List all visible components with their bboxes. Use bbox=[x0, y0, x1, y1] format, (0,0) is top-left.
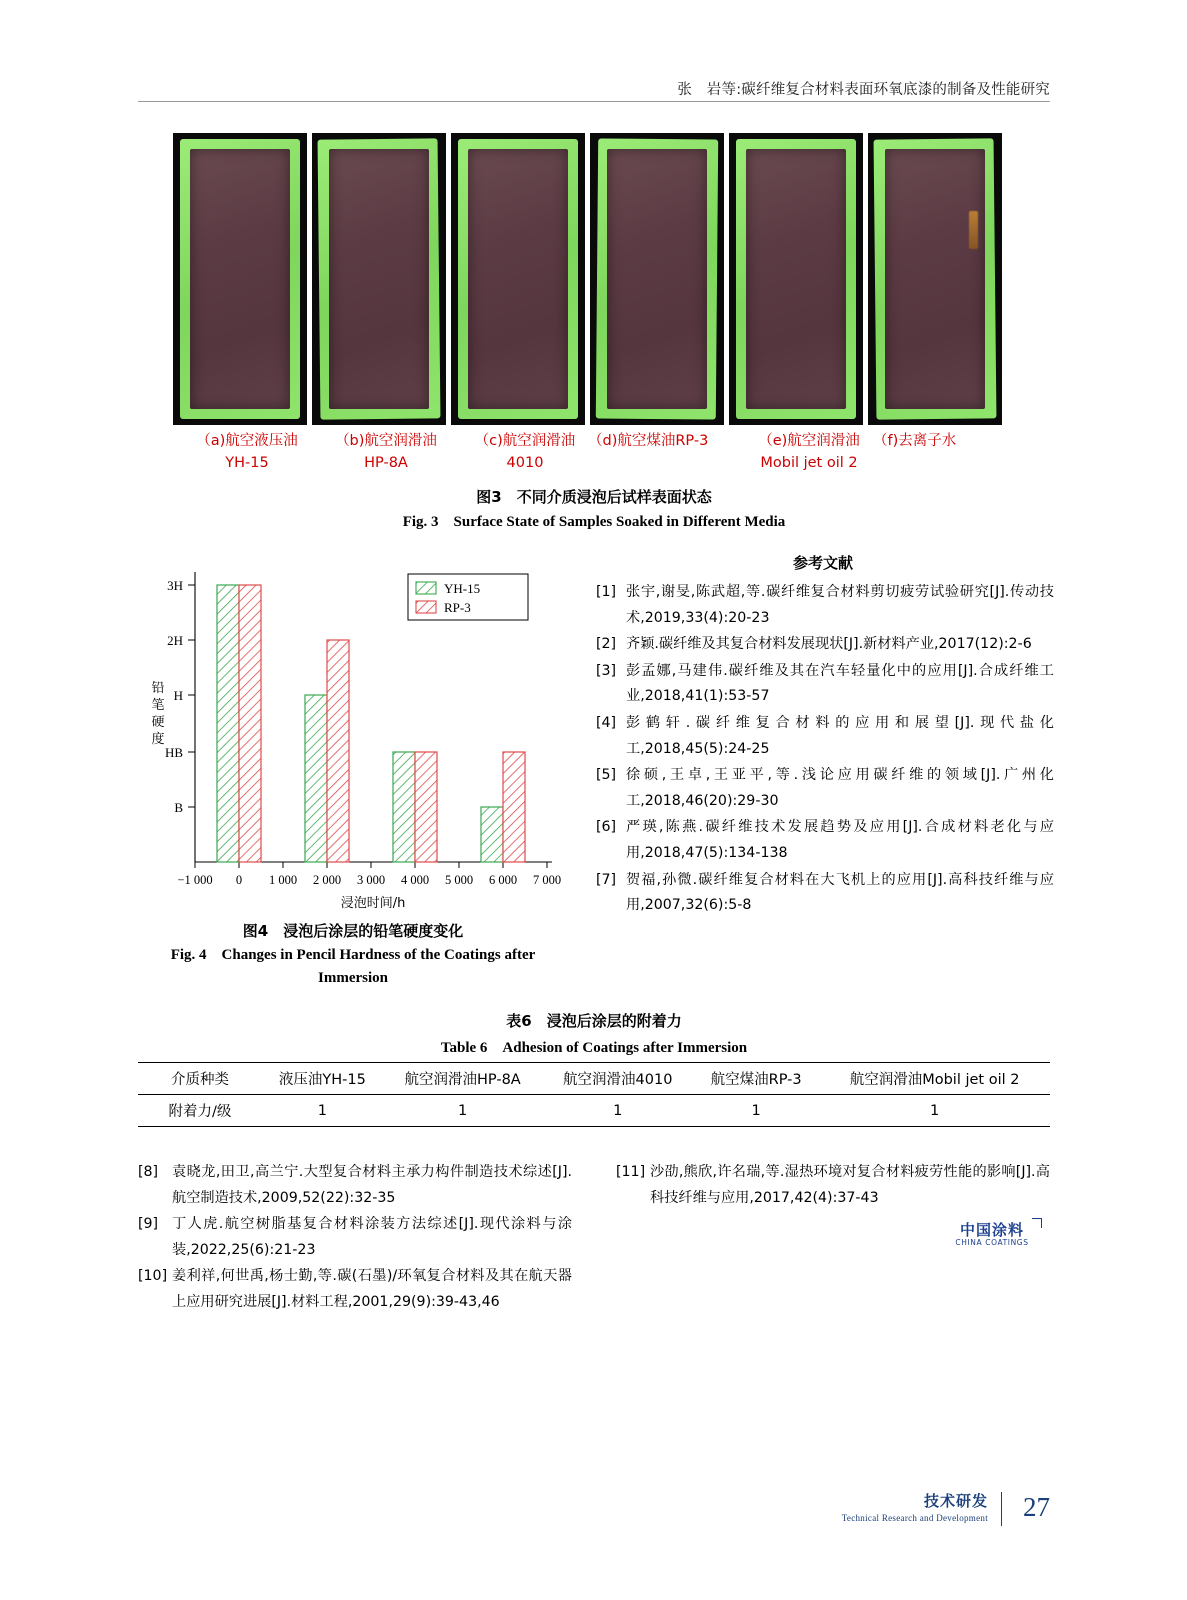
x-tick-5: 4 000 bbox=[400, 873, 430, 887]
table6-cell: 1 bbox=[458, 1102, 468, 1119]
reference-text: 齐颖.碳纤维及其复合材料发展现状[J].新材料产业,2017(12):2-6 bbox=[626, 636, 1032, 653]
reference-number: [6] bbox=[596, 819, 617, 836]
reference-text: 彭鹤轩.碳纤维复合材料的应用和展望[J].现代盐化工,2018,45(5):24-25 bbox=[626, 714, 1054, 757]
reference-number: [4] bbox=[596, 714, 617, 731]
table6-col-header: 介质种类 bbox=[171, 1072, 229, 1088]
reference-text: 徐硕,王卓,王亚平,等.浅论应用碳纤维的领域[J].广州化工,2018,46(20):29-30 bbox=[626, 767, 1054, 809]
reference-text: 贺福,孙微.碳纤维复合材料在大飞机上的应用[J].高科技纤维与应用,2007,32(6):5-8 bbox=[626, 871, 1054, 914]
photo-caption-e-line2: Mobil jet oil 2 bbox=[760, 455, 858, 471]
china-coatings-logo bbox=[944, 1222, 1040, 1248]
references-bottom-left bbox=[138, 1160, 572, 1317]
figure3-photo-row bbox=[173, 133, 1015, 425]
reference-text: 沙劭,熊欣,许名瑞,等.湿热环境对复合材料疲劳性能的影响[J].高科技纤维与应用,2017,42(4):37-43 bbox=[650, 1164, 1050, 1206]
reference-text: 彭孟娜,马建伟.碳纤维及其在汽车轻量化中的应用[J].合成纤维工业,2018,41(1):53-57 bbox=[626, 662, 1054, 705]
table6-title-en: Table 6 Adhesion of Coatings after Immersion bbox=[440, 1040, 748, 1056]
figure4-title-cn: 图4 浸泡后涂层的铅笔硬度变化 bbox=[242, 922, 464, 940]
reference-number: [11] bbox=[616, 1164, 646, 1180]
table6-col-header: 航空润滑油HP-8A bbox=[404, 1072, 521, 1088]
photo-caption-d-line1: （d)航空煤油RP-3 bbox=[588, 433, 709, 449]
bar-yh15-0 bbox=[217, 585, 239, 862]
x-tick-4: 3 000 bbox=[356, 873, 386, 887]
x-tick-0: −1 000 bbox=[177, 873, 213, 887]
photo-caption-a-line2: YH-15 bbox=[225, 455, 269, 471]
x-axis-label: 浸泡时间/h bbox=[340, 896, 406, 911]
reference-text: 张宇,谢旻,陈武超,等.碳纤维复合材料剪切疲劳试验研究[J].传动技术,2019,33(4):20-23 bbox=[626, 584, 1054, 626]
y-axis-label bbox=[151, 681, 164, 747]
x-tick-3: 2 000 bbox=[312, 873, 342, 887]
table6-col-header: 航空煤油RP-3 bbox=[710, 1072, 802, 1088]
table6 bbox=[138, 1062, 1050, 1127]
sample-photo-b bbox=[312, 133, 446, 425]
reference-item bbox=[596, 711, 1054, 762]
reference-number: [3] bbox=[596, 662, 617, 679]
reference-item bbox=[596, 763, 1054, 814]
reference-item bbox=[596, 659, 1054, 710]
figure3-captions bbox=[173, 430, 1015, 480]
reference-item bbox=[138, 1264, 572, 1315]
table6-col-header: 航空润滑油4010 bbox=[563, 1072, 673, 1088]
sample-photo-e bbox=[729, 133, 863, 425]
references-list bbox=[596, 580, 1054, 920]
table6-cell: 1 bbox=[317, 1102, 328, 1119]
x-tick-8: 7 000 bbox=[532, 873, 562, 887]
reference-text: 严瑛,陈燕.碳纤维技术发展趋势及应用[J].合成材料老化与应用,2018,47(5):134-138 bbox=[626, 819, 1054, 861]
reference-item bbox=[138, 1160, 572, 1211]
reference-text: 袁晓龙,田卫,高兰宁.大型复合材料主承力构件制造技术综述[J].航空制造技术,2009,52(22):32-35 bbox=[172, 1164, 572, 1206]
bar-rp3-0 bbox=[239, 585, 261, 862]
x-tick-7: 6 000 bbox=[488, 873, 518, 887]
table6-header-row bbox=[138, 1063, 1050, 1095]
table6-cell: 附着力/级 bbox=[168, 1104, 232, 1120]
figure3-title-en: Fig. 3 Surface State of Samples Soaked in Different Media bbox=[402, 514, 786, 530]
reference-item bbox=[596, 868, 1054, 919]
figure4-title-en-line1: Fig. 4 Changes in Pencil Hardness of the Coatings after bbox=[170, 947, 536, 963]
page-number: 27 bbox=[1023, 1492, 1050, 1522]
photo-caption-b bbox=[306, 430, 466, 474]
reference-number: [7] bbox=[596, 871, 617, 888]
x-tick-1: 0 bbox=[235, 873, 243, 887]
sample-photo-a bbox=[173, 133, 307, 425]
bar-rp3-3 bbox=[503, 752, 525, 862]
photo-caption-c-line2: 4010 bbox=[506, 455, 544, 471]
reference-number: [2] bbox=[596, 636, 617, 653]
photo-caption-b-line2: HP-8A bbox=[364, 455, 408, 471]
photo-caption-f bbox=[873, 430, 1053, 452]
footer-divider bbox=[1001, 1492, 1002, 1526]
figure4-title-en-line2: Immersion bbox=[318, 970, 388, 986]
table-row bbox=[138, 1095, 1050, 1127]
footer-section-cn: 技术研发 bbox=[923, 1492, 988, 1510]
reference-text: 姜利祥,何世禹,杨士勤,等.碳(石墨)/环氧复合材料及其在航天器上应用研究进展[J].材料工程,2001,29(9):39-43,46 bbox=[172, 1268, 572, 1310]
sample-photo-d bbox=[590, 133, 724, 425]
photo-caption-e-line1: （e)航空润滑油 bbox=[758, 433, 860, 449]
y-tick-2h: 2H bbox=[167, 633, 183, 648]
bar-yh15-1 bbox=[305, 695, 327, 862]
y-tick-3h: 3H bbox=[167, 578, 183, 593]
table6-col-header: 液压油YH-15 bbox=[278, 1072, 366, 1088]
photo-caption-a-line1: （a)航空液压油 bbox=[196, 433, 298, 449]
logo-corner-mark bbox=[1032, 1218, 1042, 1228]
svg-text:笔: 笔 bbox=[151, 698, 165, 713]
footer-section-en: Technical Research and Development bbox=[841, 1513, 988, 1523]
header-divider bbox=[138, 101, 1050, 102]
svg-text:铅: 铅 bbox=[151, 681, 165, 696]
photo-caption-c-line1: （c)航空润滑油 bbox=[474, 433, 576, 449]
logo-label-cn: 中国涂料 bbox=[959, 1221, 1024, 1239]
reference-item bbox=[596, 815, 1054, 866]
bar-yh15-3 bbox=[481, 807, 503, 862]
reference-number: [10] bbox=[138, 1268, 168, 1285]
legend-swatch-rp3 bbox=[416, 601, 436, 613]
x-tick-6: 5 000 bbox=[444, 873, 474, 887]
reference-number: [8] bbox=[138, 1164, 159, 1180]
reference-number: [5] bbox=[596, 767, 617, 784]
svg-text:硬: 硬 bbox=[151, 715, 165, 730]
reference-number: [9] bbox=[138, 1216, 159, 1233]
legend-label-rp3: RP-3 bbox=[444, 600, 471, 615]
references-heading: 参考文献 bbox=[792, 554, 853, 572]
x-tick-2: 1 000 bbox=[268, 873, 298, 887]
table6-title-cn: 表6 浸泡后涂层的附着力 bbox=[506, 1012, 682, 1030]
photo-caption-e bbox=[729, 430, 889, 474]
bar-yh15-2 bbox=[393, 752, 415, 862]
bar-rp3-2 bbox=[415, 752, 437, 862]
legend-swatch-yh15 bbox=[416, 582, 436, 594]
bar-rp3-1 bbox=[327, 640, 349, 862]
reference-item bbox=[596, 632, 1054, 658]
references-bottom-right bbox=[616, 1160, 1050, 1212]
photo-caption-b-line1: （b)航空润滑油 bbox=[335, 433, 437, 449]
reference-text: 丁人虎.航空树脂基复合材料涂装方法综述[J].现代涂料与涂装,2022,25(6):21-23 bbox=[172, 1216, 572, 1258]
reference-item bbox=[616, 1160, 1050, 1211]
sample-photo-c bbox=[451, 133, 585, 425]
svg-text:度: 度 bbox=[151, 732, 165, 747]
reference-item bbox=[596, 580, 1054, 631]
figure3-title-cn: 图3 不同介质浸泡后试样表面状态 bbox=[476, 488, 712, 506]
table6-cell: 1 bbox=[929, 1102, 940, 1119]
sample-photo-f bbox=[868, 133, 1002, 425]
photo-caption-c bbox=[445, 430, 605, 474]
legend-label-yh15: YH-15 bbox=[444, 581, 481, 596]
table6-cell: 1 bbox=[751, 1102, 761, 1119]
y-tick-h: H bbox=[173, 688, 183, 703]
reference-item bbox=[138, 1212, 572, 1263]
y-tick-b: B bbox=[174, 800, 183, 815]
running-head: 张 岩等:碳纤维复合材料表面环氧底漆的制备及性能研究 bbox=[677, 82, 1050, 98]
table6-cell: 1 bbox=[613, 1102, 623, 1119]
chart-legend bbox=[408, 574, 528, 620]
reference-number: [1] bbox=[596, 584, 617, 600]
logo-label-en: CHINA COATINGS bbox=[955, 1238, 1029, 1248]
photo-caption-a bbox=[167, 430, 327, 474]
page-footer bbox=[700, 1490, 1050, 1538]
figure4-chart bbox=[140, 552, 570, 912]
y-tick-hb: HB bbox=[164, 745, 183, 760]
photo-caption-f-line1: （f)去离子水 bbox=[873, 433, 957, 449]
table6-col-header: 航空润滑油Mobil jet oil 2 bbox=[849, 1072, 1020, 1088]
pencil-hardness-bar-chart bbox=[140, 552, 570, 912]
figure4-title-en bbox=[138, 944, 568, 990]
